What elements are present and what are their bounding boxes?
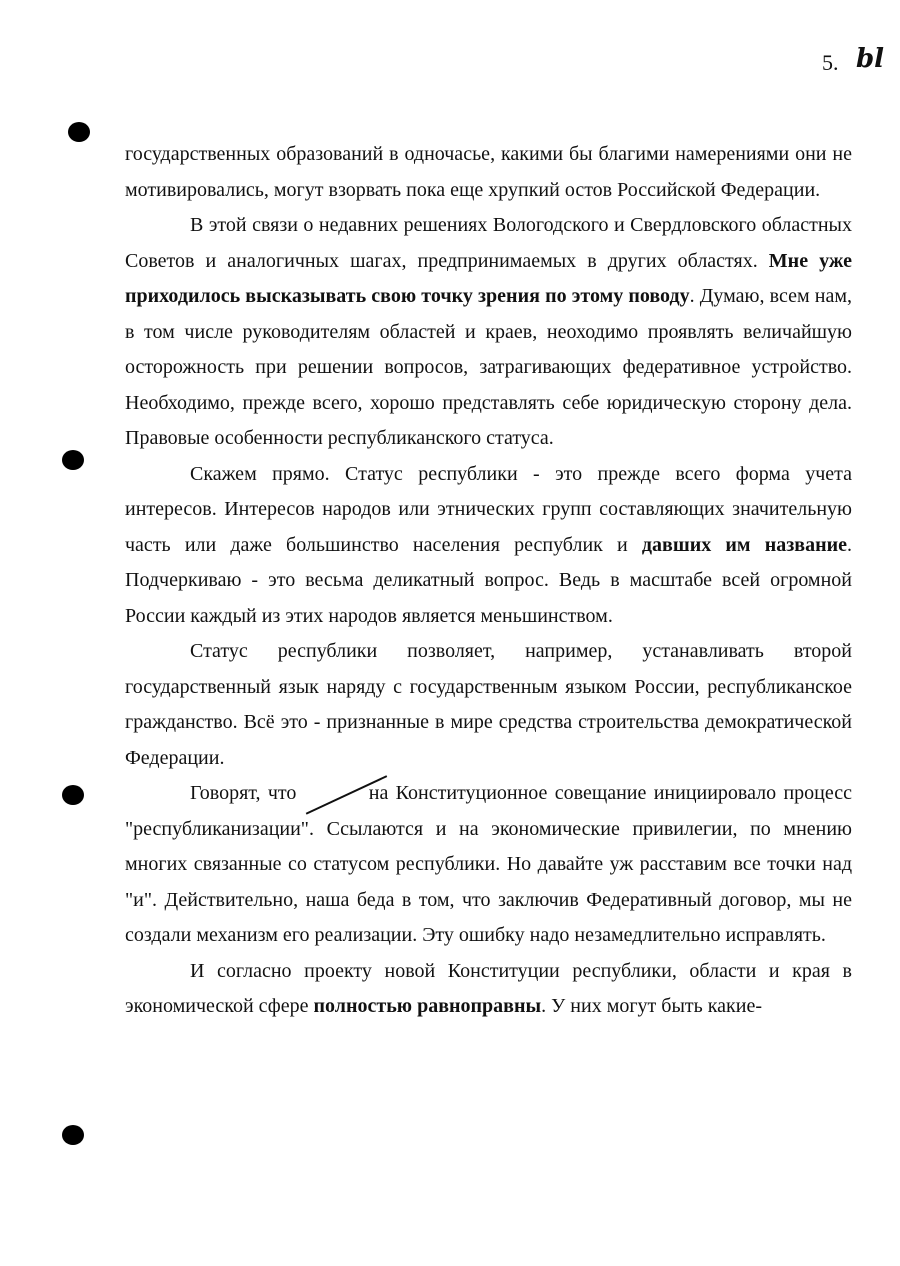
paragraph-1: государственных образований в одночасье, какими бы благими намерениями они не мотивировались, могут взорвать пока еще хрупкий остов Российской Федерации. xyxy=(125,143,852,201)
paragraph-3-bold: давших им название xyxy=(641,533,847,556)
paragraph-5-text-a: Говорят, что xyxy=(190,782,304,804)
paragraph-2 xyxy=(125,208,852,457)
paragraph-5 xyxy=(125,776,852,954)
paragraph-6-text-b: . У них могут быть какие- xyxy=(541,995,763,1017)
document-body xyxy=(125,137,852,1025)
paragraph-2-bold: Мне уже приходилось высказывать свою точку зрения по этому поводу xyxy=(125,249,852,307)
paragraph-6 xyxy=(125,954,852,1025)
binder-hole-2 xyxy=(62,450,84,470)
paragraph-3-text-a: Скажем прямо. Статус республики - это прежде всего форма учета интересов. Интересов народов или этнических групп составляющих значительную часть или даже большинство населения республик и xyxy=(125,462,852,556)
paragraph-3-text-b: . Подчеркиваю - это весьма деликатный вопрос. Ведь в масштабе всей огромной России каждый из этих народов является меньшинством. xyxy=(125,533,852,627)
binder-hole-4 xyxy=(62,1125,84,1145)
paragraph-2-text-a: В этой связи о недавних решениях Вологодского и Свердловского областных Советов и аналогичных шагах, предпринимаемых в других областях. xyxy=(125,214,852,272)
paragraph-3 xyxy=(125,457,852,635)
paragraph-6-bold: полностью равноправны xyxy=(313,995,542,1017)
binder-hole-1 xyxy=(68,122,90,142)
page-number: 5. xyxy=(822,50,839,75)
binder-hole-3 xyxy=(62,785,84,805)
struck-word: на xyxy=(304,776,389,812)
handwritten-mark: bl xyxy=(856,44,885,74)
paragraph-6-text-a: И согласно проекту новой Конституции республики, области и края в экономической сфере xyxy=(125,959,852,1017)
paragraph-5-text-b: Конституционное совещание инициировало процесс "республиканизации". Ссылаются и на экономические привилегии, по мнению многих связанные со статусом республики. Но давайте уж расставим все точки над "и". Действительно, наша беда в том, что заключив Федеративный договор, мы не создали механизм его реализации. Эту ошибку надо незамедлительно исправлять. xyxy=(125,782,852,946)
paragraph-4: Статус республики позволяет, например, устанавливать второй государственный язык наряду с государственным языком России, республиканское гражданство. Всё это - признанные в мире средства строительства демократической Федерации. xyxy=(125,640,852,769)
paragraph-2-text-b: . Думаю, всем нам, в том числе руководителям областей и краев, неоходимо проявлять величайшую осторожность при решении вопросов, затрагивающих федеративное устройство. Необходимо, прежде всего, хорошо представлять себе юридическую сторону дела. Правовые особенности республиканского статуса. xyxy=(125,285,852,449)
